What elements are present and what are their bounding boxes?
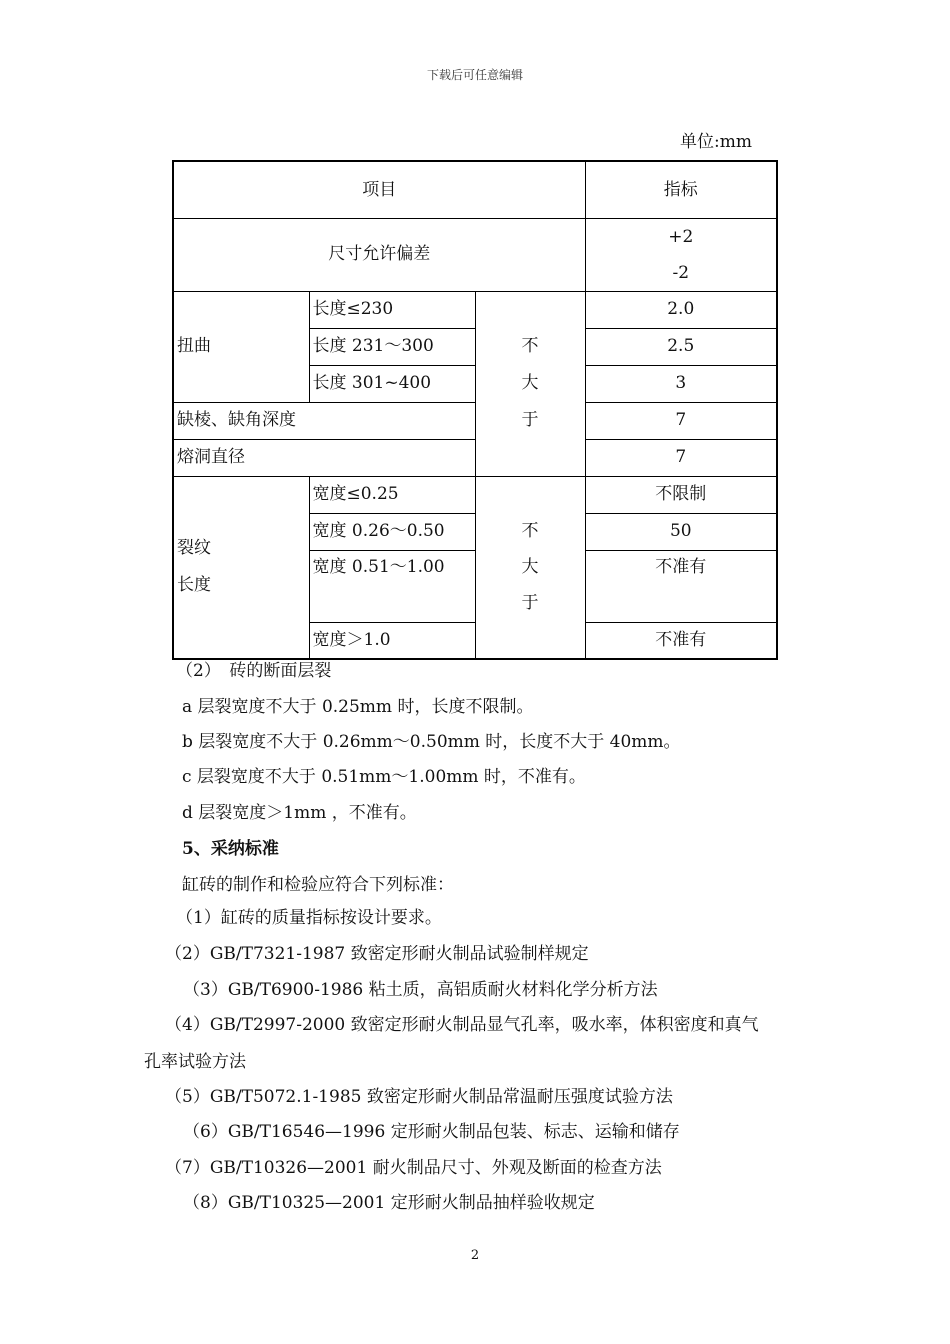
size-deviation-label: 尺寸允许偏差 — [173, 218, 585, 291]
twist-row-label: 长度 301~400 — [309, 365, 475, 402]
hole-diameter-value: 7 — [585, 439, 777, 476]
twist-row-value: 2.0 — [585, 291, 777, 328]
standard-item: （1）缸砖的质量指标按设计要求。 — [176, 908, 442, 928]
crack-row-value: 不准有 — [585, 622, 777, 659]
crack-row-label: 宽度≤0.25 — [309, 476, 475, 513]
list-item: b 层裂宽度不大于 0.26mm～0.50mm 时，长度不大于 40mm。 — [182, 732, 681, 752]
list-item: d 层裂宽度＞1mm ，不准有。 — [182, 803, 417, 823]
crack-label-line2: 长度 — [177, 575, 211, 596]
standard-item: （4）GB/T2997-2000 致密定形耐火制品显气孔率，吸水率，体积密度和真气 — [165, 1015, 759, 1035]
crack-label-line1: 裂纹 — [177, 538, 211, 559]
crack-row-value: 不限制 — [585, 476, 777, 513]
twist-row-label: 长度≤230 — [309, 291, 475, 328]
unit-label: 单位:mm — [680, 132, 752, 152]
section-2-title: （2） 砖的断面层裂 — [176, 661, 332, 681]
crack-row-label: 宽度＞1.0 — [309, 622, 475, 659]
standards-intro: 缸砖的制作和检验应符合下列标准： — [182, 875, 454, 895]
edge-depth-label: 缺棱、缺角深度 — [173, 402, 475, 439]
not-greater-than-2 — [475, 476, 585, 659]
twist-row-value: 2.5 — [585, 328, 777, 365]
twist-row-value: 3 — [585, 365, 777, 402]
standard-item: （8）GB/T10325—2001 定形耐火制品抽样验收规定 — [183, 1193, 595, 1213]
greater-char: 大 — [521, 373, 539, 393]
size-deviation-plus: +2 — [668, 226, 694, 247]
not-greater-than-1 — [475, 291, 585, 476]
size-deviation-value — [585, 218, 777, 291]
standard-item: （3）GB/T6900-1986 粘土质，高铝质耐火材料化学分析方法 — [183, 980, 658, 1000]
crack-row-value: 不准有 — [585, 550, 777, 622]
crack-row-label: 宽度 0.51～1.00 — [309, 550, 475, 622]
not-char: 不 — [521, 336, 539, 356]
than-char: 于 — [521, 410, 539, 430]
standard-item: （2）GB/T7321-1987 致密定形耐火制品试验制样规定 — [165, 944, 589, 964]
edge-depth-value: 7 — [585, 402, 777, 439]
than-char: 于 — [521, 593, 539, 614]
crack-row-label: 宽度 0.26～0.50 — [309, 513, 475, 550]
not-char: 不 — [521, 521, 539, 542]
standard-item: 孔率试验方法 — [144, 1052, 246, 1072]
table-head-index: 指标 — [585, 161, 777, 218]
header-watermark: 下载后可任意编辑 — [426, 68, 523, 82]
twist-label: 扭曲 — [173, 291, 309, 402]
section-5-title: 5、采纳标准 — [182, 839, 279, 859]
crack-row-value: 50 — [585, 513, 777, 550]
standard-item: （6）GB/T16546—1996 定形耐火制品包装、标志、运输和储存 — [183, 1122, 680, 1142]
crack-length-label — [173, 476, 309, 659]
list-item: c 层裂宽度不大于 0.51mm～1.00mm 时，不准有。 — [182, 767, 586, 787]
greater-char: 大 — [521, 557, 539, 578]
size-deviation-minus: -2 — [672, 262, 690, 283]
list-item: a 层裂宽度不大于 0.25mm 时，长度不限制。 — [182, 697, 534, 717]
hole-diameter-label: 熔洞直径 — [173, 439, 475, 476]
page-number: 2 — [470, 1248, 480, 1263]
table-head-item: 项目 — [173, 161, 585, 218]
standard-item: （5）GB/T5072.1-1985 致密定形耐火制品常温耐压强度试验方法 — [165, 1087, 673, 1107]
spec-table — [172, 160, 778, 660]
twist-row-label: 长度 231～300 — [309, 328, 475, 365]
standard-item: （7）GB/T10326—2001 耐火制品尺寸、外观及断面的检查方法 — [165, 1158, 662, 1178]
